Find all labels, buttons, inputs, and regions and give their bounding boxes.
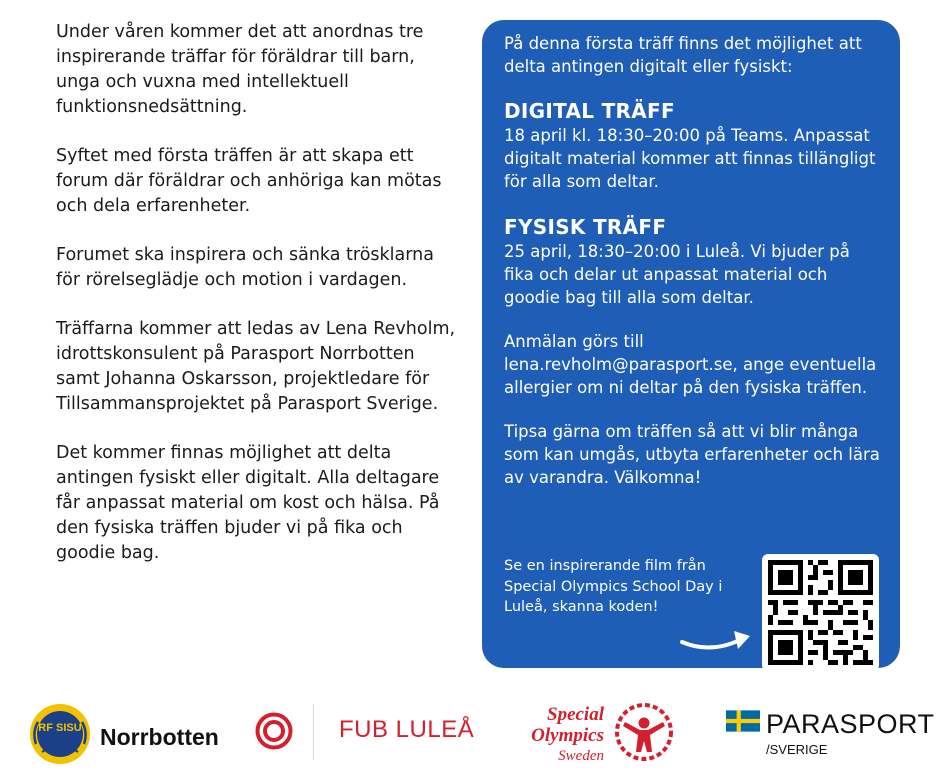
svg-text:RF SISU: RF SISU (38, 722, 82, 734)
tip-text: Tipsa gärna om träffen så att vi blir många som kan umgås, utbyta erfarenheter och lära av varandra. Välkomna! (504, 422, 880, 487)
fub-rings-icon (255, 712, 293, 750)
parasport-label: PARASPORT (766, 709, 935, 739)
logo-divider (313, 704, 314, 760)
fub-lulea-logo (255, 712, 475, 754)
paragraph-purpose: Syftet med första träffen är att skapa ett forum där föräldrar och anhöriga kan mötas och dela erfarenheter. (56, 146, 442, 216)
info-box (482, 20, 900, 668)
swedish-flag-icon (726, 710, 760, 732)
paragraph-spring-meetings: Under våren kommer det att anordnas tre inspirerande träffar för föräldrar till barn, unga och vuxna med intellektuell funktionsnedsättning. (56, 22, 424, 117)
digital-heading: DIGITAL TRÄFF (504, 99, 675, 123)
fub-lulea-label: FUB LULEÅ (339, 716, 475, 743)
parasport-sverige-label: /SVERIGE (766, 742, 828, 757)
film-text: Se en inspirerande film från Special Olympics School Day i Luleå, skanna koden! (504, 558, 723, 615)
film-section (504, 556, 884, 666)
digital-details: 18 april kl. 18:30–20:00 på Teams. Anpassat digitalt material kommer att finnas tillängligt för alla som deltar. (504, 126, 876, 191)
paragraph-forum: Forumet ska inspirera och sänka trösklarna för rörelseglädje och motion i vardagen. (56, 245, 434, 290)
registration-text: Anmälan görs till lena.revholm@parasport.se, ange eventuella allergier om ni deltar på den fysiska träffen. (504, 332, 877, 397)
intro-text-column (56, 20, 456, 590)
partner-logos (0, 690, 947, 780)
physical-heading: FYSISK TRÄFF (504, 215, 667, 239)
paragraph-leaders: Träffarna kommer att ledas av Lena Revholm, idrottskonsulent på Parasport Norrbotten samt Johanna Oskarsson, projektledare för Tillsammansprojektet på Parasport Sverige. (56, 319, 456, 414)
qr-code[interactable] (762, 554, 879, 671)
qr-code-icon (768, 560, 873, 665)
paragraph-participation: Det kommer finnas möjlighet att delta antingen fysiskt eller digitalt. Alla deltagare får anpassat material om kost och hälsa. På den fysiska träffen bjuder vi på fika och goodie bag. (56, 443, 440, 563)
info-intro: På denna första träff finns det möjlighet att delta antingen digitalt eller fysiskt: (504, 34, 862, 76)
rf-sisu-badge-text (28, 702, 92, 766)
rf-sisu-norrbotten-logo (28, 702, 219, 770)
arrow-right-icon (680, 628, 752, 654)
parasport-sverige-logo (726, 709, 935, 757)
special-olympics-figure-icon (610, 700, 678, 766)
norrbotten-label: Norrbotten (100, 724, 219, 750)
physical-details: 25 april, 18:30–20:00 i Luleå. Vi bjuder på fika och delar ut anpassat material och goodie bag till alla som deltar. (504, 242, 850, 307)
special-olympics-wordmark: Special Olympics Sweden (531, 704, 604, 764)
